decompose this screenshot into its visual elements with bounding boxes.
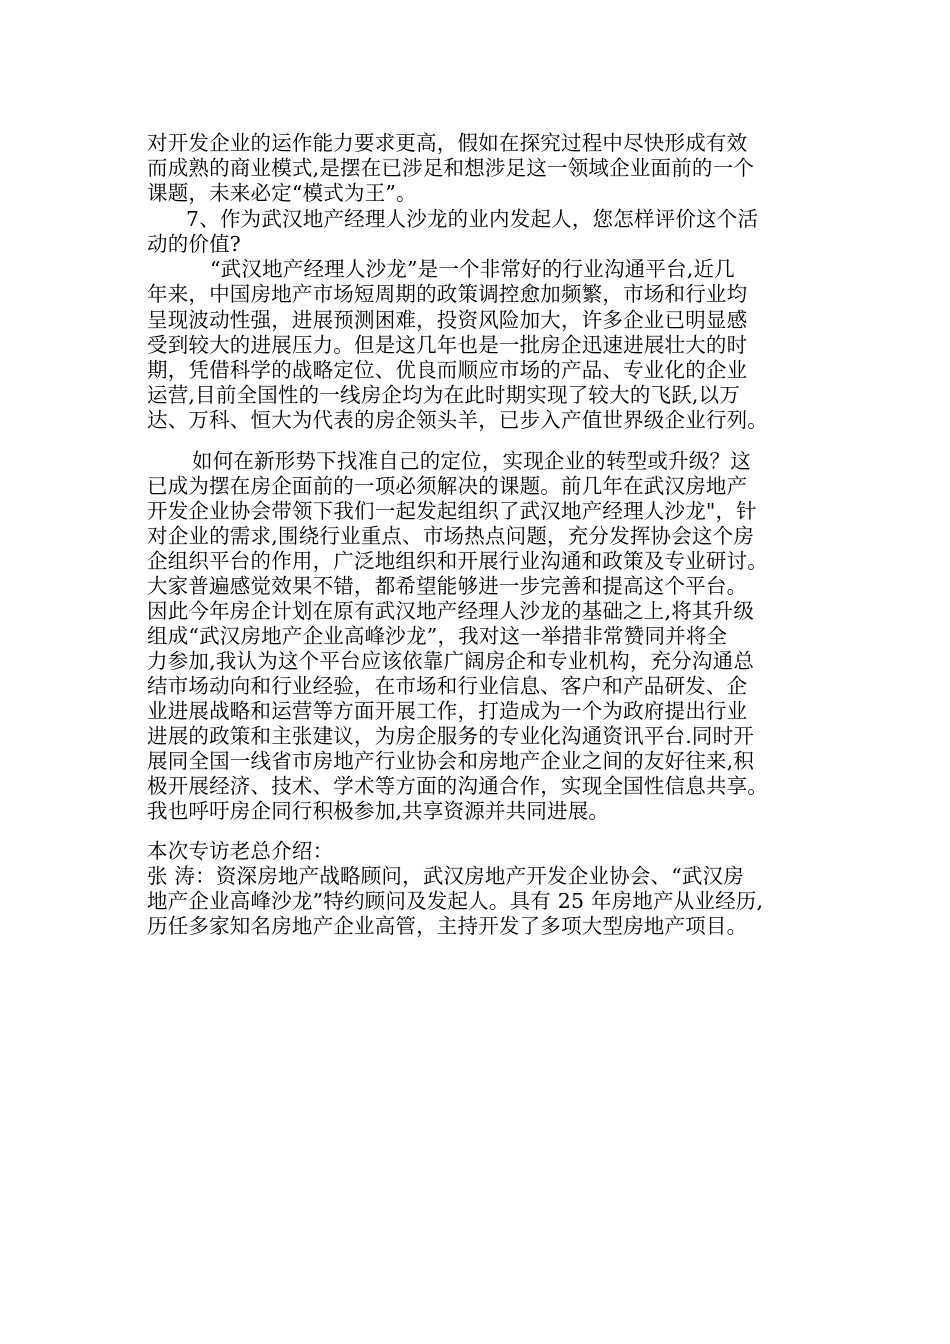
answer-1-line-4: 受到较大的进展压力。但是这几年也是一批房企迅速进展壮大的时 [147, 333, 748, 357]
question-7-line-2: 动的价值? [147, 232, 241, 256]
answer-2-line-4: 对企业的需求,围绕行业重点、市场热点问题，充分发挥协会这个房 [147, 524, 755, 548]
answer-1-line-7: 达、万科、恒大为代表的房企领头羊，已步入产值世界级企业行列。 [147, 408, 768, 432]
answer-2-line-14: 极开展经济、技术、学术等方面的沟通合作，实现全国性信息共享。 [147, 774, 768, 798]
intro-line-3: 历任多家知名房地产企业高管，主持开发了多项大型房地产项目。 [147, 914, 748, 938]
answer-2-line-9: 力参加,我认为这个平台应该依靠广阔房企和专业机构，充分沟通总 [147, 649, 755, 673]
answer-2-line-15: 我也呼吁房企同行积极参加,共享资源并共同进展。 [147, 799, 610, 823]
paragraph-1-line-2: 而成熟的商业模式,是摆在已涉足和想涉足这一领域企业面前的一个 [147, 156, 755, 180]
answer-2-line-13: 展同全国一线省市房地产行业协会和房地产企业之间的友好往来,积 [147, 749, 755, 773]
paragraph-1-line-3: 课题，未来必定“模式为王”。 [147, 181, 417, 205]
answer-1-line-5: 期，凭借科学的战略定位、优良而顺应市场的产品、专业化的企业 [147, 358, 748, 382]
answer-2-line-10: 结市场动向和行业经验，在市场和行业信息、客户和产品研发、企 [147, 674, 748, 698]
intro-line-2: 地产企业高峰沙龙”特约顾问及发起人。具有 25 年房地产从业经历, [147, 889, 764, 913]
answer-2-line-8: 组成“武汉房地产企业高峰沙龙”，我对这一举措非常赞同并将全 [147, 624, 728, 648]
intro-heading: 本次专访老总介绍： [147, 839, 334, 863]
question-7-line-1: 7、作为武汉地产经理人沙龙的业内发起人，您怎样评价这个活 [186, 207, 759, 231]
answer-2-line-11: 业进展战略和运营等方面开展工作，打造成为一个为政府提出行业 [147, 699, 748, 723]
answer-1-line-1: “武汉地产经理人沙龙”是一个非常好的行业沟通平台,近几 [210, 257, 735, 281]
answer-2-line-2: 已成为摆在房企面前的一项必须解决的课题。前几年在武汉房地产 [147, 474, 748, 498]
answer-2-line-7: 因此今年房企计划在原有武汉地产经理人沙龙的基础之上,将其升级 [147, 599, 755, 623]
answer-1-line-2: 年来，中国房地产市场短周期的政策调控愈加频繁，市场和行业均 [147, 282, 748, 306]
answer-2-line-12: 进展的政策和主张建议，为房企服务的专业化沟通资讯平台.同时开 [147, 724, 755, 748]
answer-2-line-6: 大家普遍感觉效果不错，都希望能够进一步完善和提高这个平台。 [147, 574, 748, 598]
intro-line-1: 张 涛：资深房地产战略顾问，武汉房地产开发企业协会、“武汉房 [147, 864, 744, 888]
answer-2-line-5: 企组织平台的作用，广泛地组织和开展行业沟通和政策及专业研讨。 [147, 549, 768, 573]
answer-2-line-3: 开发企业协会带领下我们一起发起组织了武汉地产经理人沙龙"，针 [147, 499, 757, 523]
answer-1-line-3: 呈现波动性强，进展预测困难，投资风险加大，许多企业已明显感 [147, 308, 748, 332]
paragraph-1-line-1: 对开发企业的运作能力要求更高，假如在探究过程中尽快形成有效 [147, 131, 748, 155]
answer-1-line-6: 运营,目前全国性的一线房企均为在此时期实现了较大的飞跃,以万 [147, 383, 741, 407]
answer-2-line-1: 如何在新形势下找准自己的定位，实现企业的转型或升级？这 [192, 449, 751, 473]
